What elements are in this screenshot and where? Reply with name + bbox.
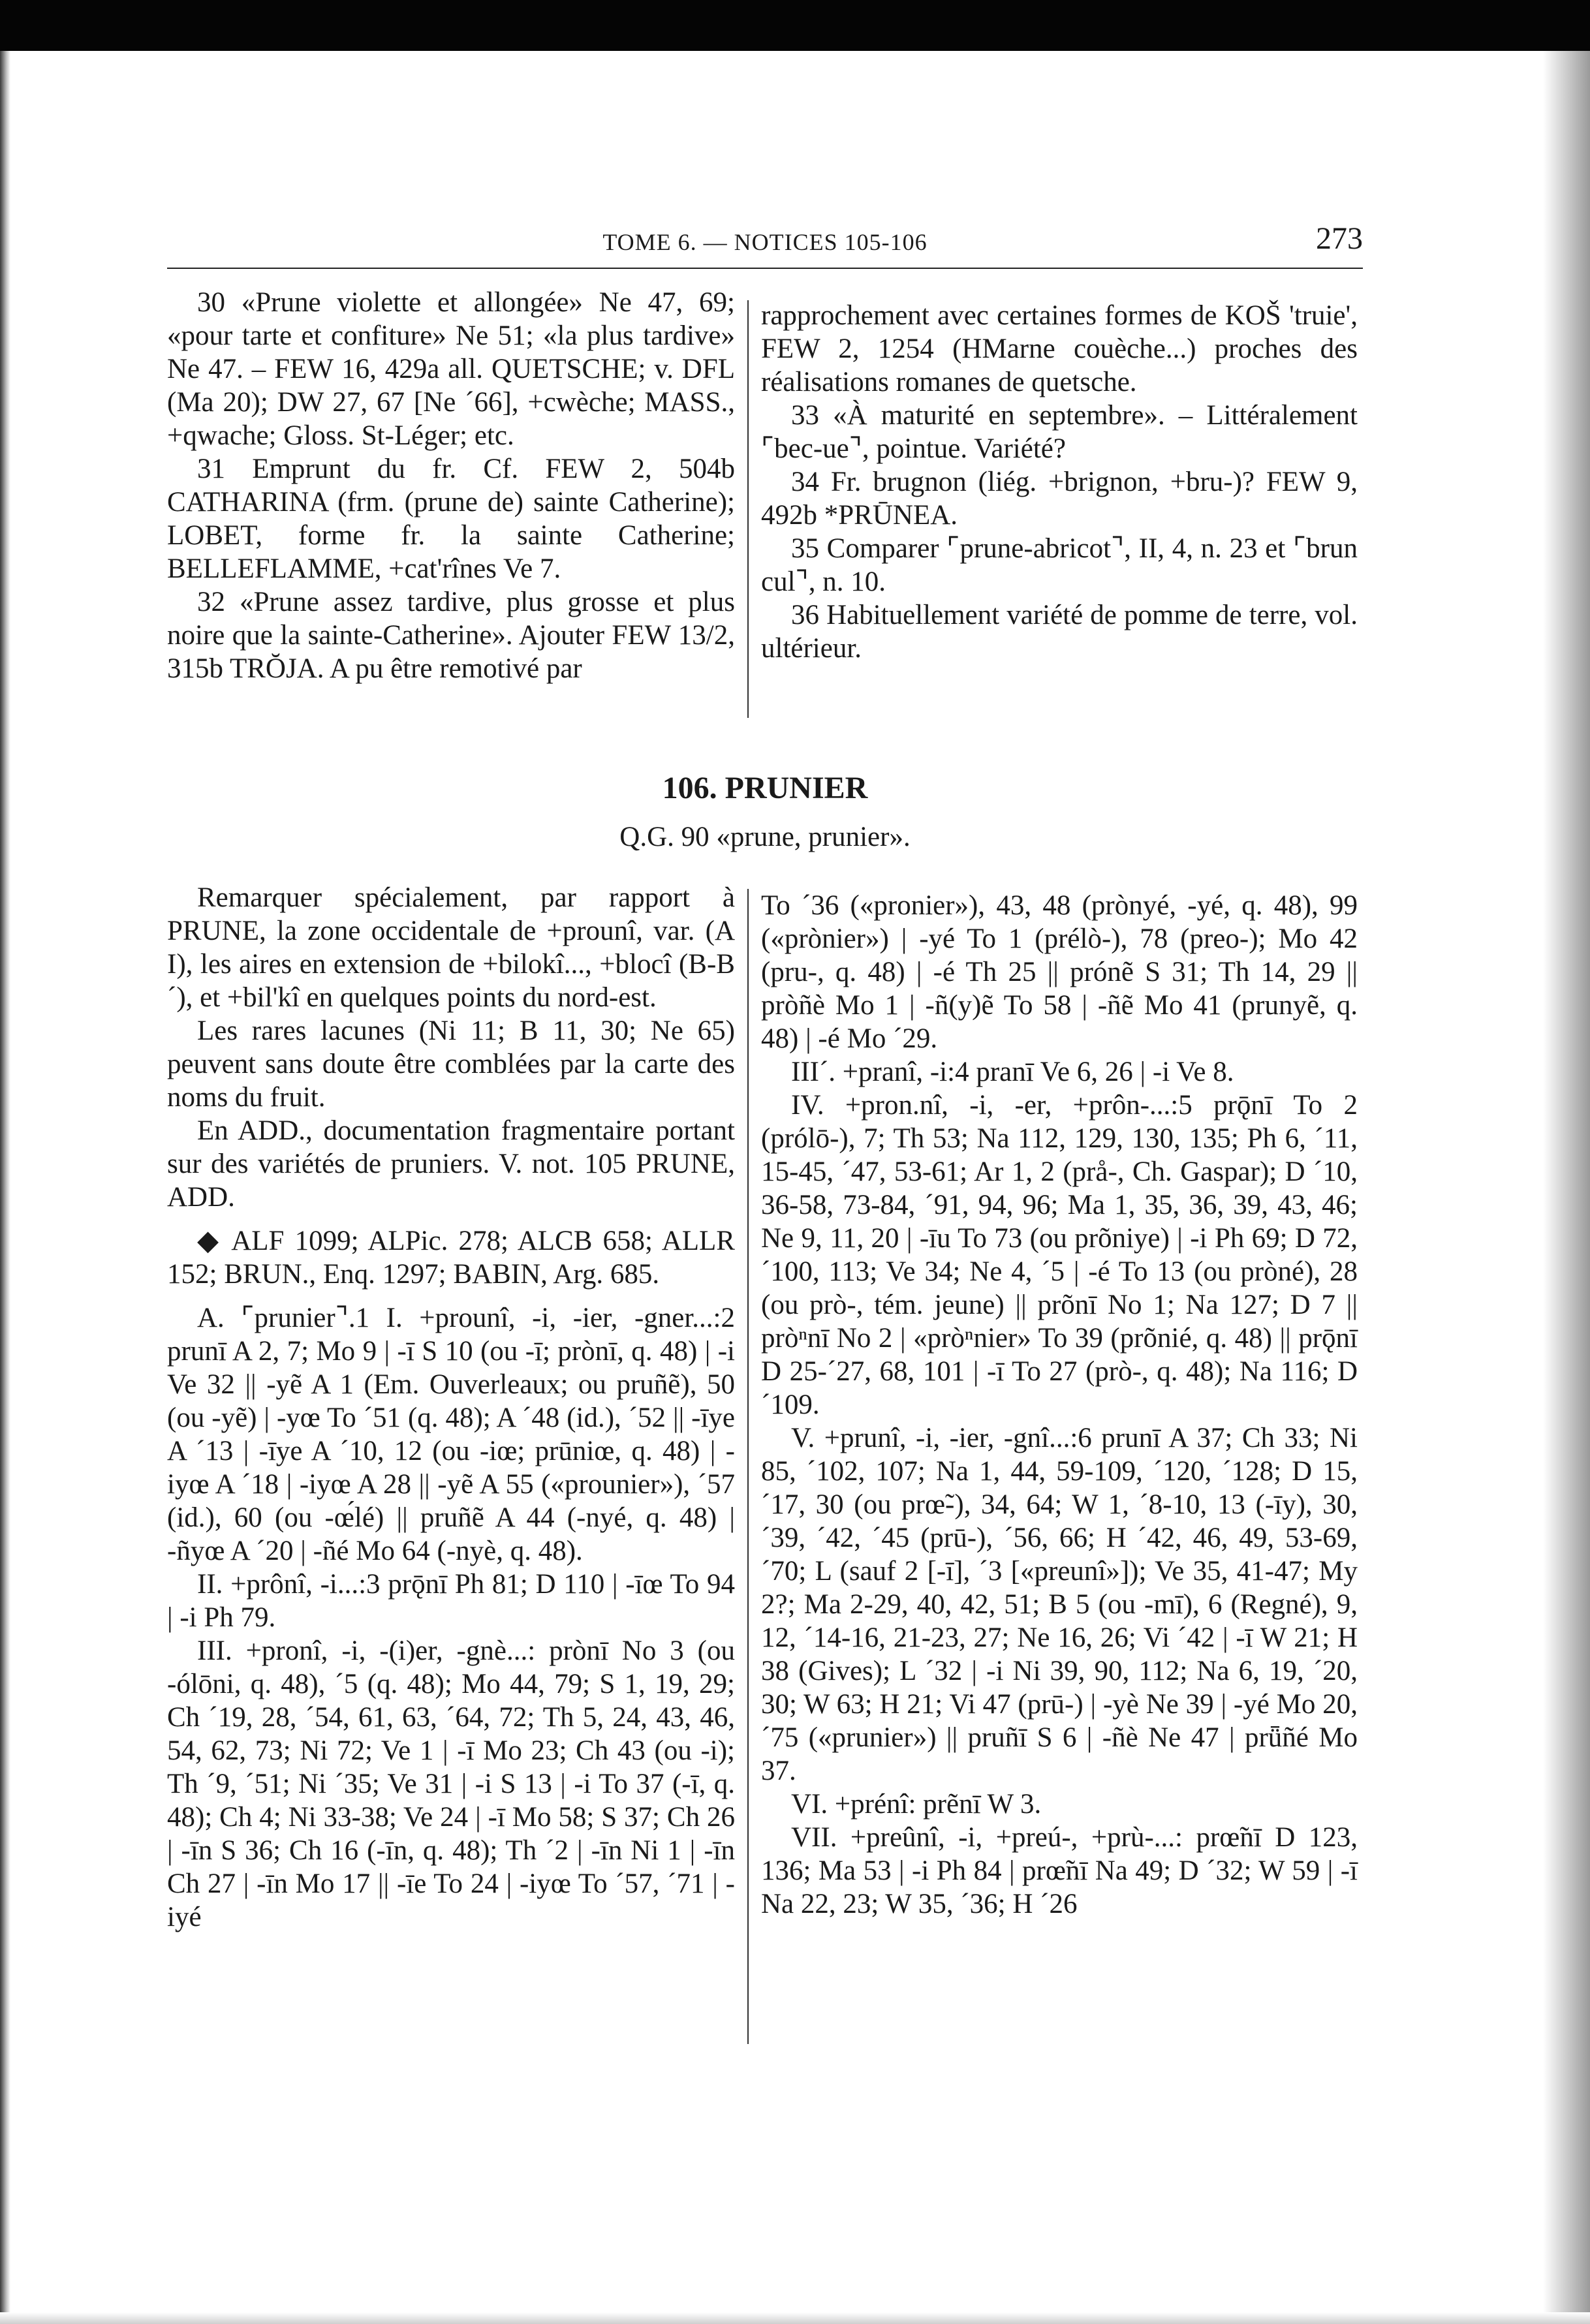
footnote-32-continued: rapprochement avec certaines formes de KOŠ 'truie', FEW 2, 1254 (HMarne couèche...) proches des réalisations romanes de quetsche. [761,300,1358,397]
footnote-30: 30 «Prune violette et allongée» Ne 47, 69; «pour tarte et confiture» Ne 51; «la plus tardive» Ne 47. – FEW 16, 429a all. QUETSCHE; v. DFL (Ma 20); DW 27, 67 [Ne ´66], +cwèche; MASS., +qwache; Gloss. St-Léger; etc. [167,287,735,451]
scan-bottom-edge [0,2312,1590,2324]
footnote-36: 36 Habituellement variété de pomme de terre, vol. ultérieur. [761,600,1358,664]
page-number: 273 [1316,221,1363,256]
body-paragraph-section-iii-prime: III´. +pranî, -i:4 pranī Ve 6, 26 | -i Ve 8. [791,1057,1234,1087]
footnote-32: 32 «Prune assez tardive, plus grosse et plus noire que la sainte-Catherine». Ajouter FEW 13/2, 315b TRŎJA. A pu être remotivé par [167,587,735,684]
section-title: 106. PRUNIER [662,771,868,805]
body-references: ◆ ALF 1099; ALPic. 278; ALCB 658; ALLR 152; BRUN., Enq. 1297; BABIN, Arg. 685. [167,1226,735,1290]
footnote-31: 31 Emprunt du fr. Cf. FEW 2, 504b CATHARINA (frm. (prune de) sainte Catherine); LOBET, forme fr. la sainte Catherine; BELLEFLAMME, +cat'rînes Ve 7. [167,454,735,584]
body-paragraph: Les rares lacunes (Ni 11; B 11, 30; Ne 65) peuvent sans doute être comblées par la carte des noms du fruit. [167,1015,735,1113]
footnotes-left-column [167,286,735,685]
body-right-column [761,889,1358,1921]
body-paragraph-section-a-i: A. ⌜prunier⌝.1 I. +prounî, -i, -ier, -gner...:2 prunī A 2, 7; Mo 9 | -ī S 10 (ou -ī; prònī, q. 48) | -i Ve 32 || -yẽ A 1 (Em. Ouverleaux; ou pruñẽ), 50 (ou -yẽ) | -yœ To ´51 (q. 48); A ´48 (id.), ´52 || -īye A ´13 | -īye A ´10, 12 (ou -iœ; prūniœ, q. 48) | -iyœ A ´18 | -iyœ A 28 || -yẽ A 55 («prounier»), ´57 (id.), 60 (ou -œ́lé) || pruñẽ A 44 (-nyé, q. 48) | -ñyœ A ´20 | -ñé Mo 64 (-nyè, q. 48). [167,1303,735,1566]
body-paragraph-section-iii: III. +pronî, -i, -(i)er, -gnè...: prònī No 3 (ou -ólōni, q. 48), ´5 (q. 48); Mo 44, 79; S 1, 19, 29; Ch ´19, 28, ´54, 61, 63, ´64, 72; Th 5, 24, 43, 46, 54, 62, 73; Ni 72; Ve 1 | -ī Mo 23; Ch 43 (ou -i); Th ´9, ´51; Ni ´35; Ve 31 | -i S 13 | -i To 37 (-ī, q. 48); Ch 4; Ni 33-38; Ve 24 | -ī Mo 58; S 37; Ch 26 | -īn S 36; Ch 16 (-īn, q. 48); Th ´2 | -īn Ni 1 | -īn Ch 27 | -īn Mo 17 || -īe To 24 | -iyœ To ´57, ´71 | -iyé [167,1635,735,1932]
body-paragraph: En ADD., documentation fragmentaire portant sur des variétés de pruniers. V. not. 105 PRUNE, ADD. [167,1115,735,1213]
body-paragraph-continued: To ´36 («pronier»), 43, 48 (prònyé, -yé, q. 48), 99 («prònier») | -yé To 1 (prélò-), 78 (preo-); Mo 42 (pru-, q. 48) | -é Th 25 || prónẽ S 31; Th 14, 29 || pròñè Mo 1 | -ñ(y)ẽ To 58 | -ñẽ Mo 41 (prunyẽ, q. 48) | -é Mo ´29. [761,890,1358,1054]
footnotes-right-column [761,299,1358,665]
running-title: TOME 6. — NOTICES 105-106 [602,229,928,255]
scan-left-edge [0,51,10,2324]
body-left-column [167,881,735,1934]
body-paragraph-section-ii: II. +prônî, -i...:3 prǭnī Ph 81; D 110 | -īœ To 94 | -i Ph 79. [167,1569,735,1633]
running-header [167,215,1363,268]
footnote-35: 35 Comparer ⌜prune-abricot⌝, II, 4, n. 23 et ⌜brun cul⌝, n. 10. [761,533,1358,597]
scan-top-border [0,0,1590,51]
column-divider-body [747,889,749,2044]
body-paragraph-section-vi: VI. +prénî: prẽnī W 3. [791,1789,1042,1820]
column-divider-top [747,300,749,718]
scan-right-edge [1543,51,1590,2324]
section-subtitle: Q.G. 90 «prune, prunier». [619,822,911,852]
header-rule [167,268,1363,269]
body-paragraph-section-v: V. +prunî, -i, -ier, -gnî...:6 prunī A 37; Ch 33; Ni 85, ´102, 107; Na 1, 44, 59-109, ´120, ´128; D 15, ´17, 30 (ou prœ̃-), 34, 64; W 1, ´8-10, 13 (-īy), 30, ´39, ´42, ´45 (prū-), ´56, 66; H ´42, 46, 49, 53-69, ´70; L (sauf 2 [-ī], ´3 [«preunî»]); Ve 35, 41-47; My 2?; Ma 2-29, 40, 42, 51; B 5 (ou -mī), 6 (Regné), 9, 12, ´14-16, 21-23, 27; Ne 16, 26; Vi ´42 | -ī W 21; H 38 (Gives); L ´32 | -i Ni 39, 90, 112; Na 6, 19, ´20, 30; W 63; H 21; Vi 47 (prū-) | -yè Ne 39 | -yé Mo 20, ´75 («prunier») || pruñī S 6 | -ñè Ne 47 | prǖñé Mo 37. [761,1423,1358,1786]
body-paragraph: Remarquer spécialement, par rapport à PRUNE, la zone occidentale de +prounî, var. (A I), les aires en extension de +bilokî..., +blocî (B-B´), et +bil'kî en quelques points du nord-est. [167,882,735,1013]
footnote-34: 34 Fr. brugnon (liég. +brignon, +bru-)? FEW 9, 492b *PRŪNEA. [761,467,1358,531]
body-paragraph-section-iv: IV. +pron.nî, -i, -er, +prôn-...:5 prǭnī To 2 (prólō-), 7; Th 53; Na 112, 129, 130, 135; Ph 6, ´11, 15-45, ´47, 53-61; Ar 1, 2 (prå-, Ch. Gaspar); D ´10, 36-58, 73-84, ´91, 94, 96; Ma 1, 35, 36, 39, 43, 46; Ne 9, 11, 20 | -īu To 73 (ou prõniye) | -i Ph 69; D 72, ´100, 113; Ve 34; Ne 4, ´5 | -é To 13 (ou pròné), 28 (ou prò-, tém. jeune) || prõnī No 1; Na 127; D 7 || pròⁿnī No 2 | «pròⁿnier» To 39 (prõnié, q. 48) || prǭnī D 25-´27, 68, 101 | -ī To 27 (prò-, q. 48); Na 116; D ´109. [761,1090,1358,1420]
footnote-33: 33 «À maturité en septembre». – Littéralement ⌜bec-ue⌝, pointue. Variété? [761,400,1358,464]
body-paragraph-section-vii: VII. +preûnî, -i, +preú-, +prù-...: prœ̃nī D 123, 136; Ma 53 | -i Ph 84 | prœ̃nī Na 49; D ´32; W 59 | -ī Na 22, 23; W 35, ´36; H ´26 [761,1822,1358,1919]
